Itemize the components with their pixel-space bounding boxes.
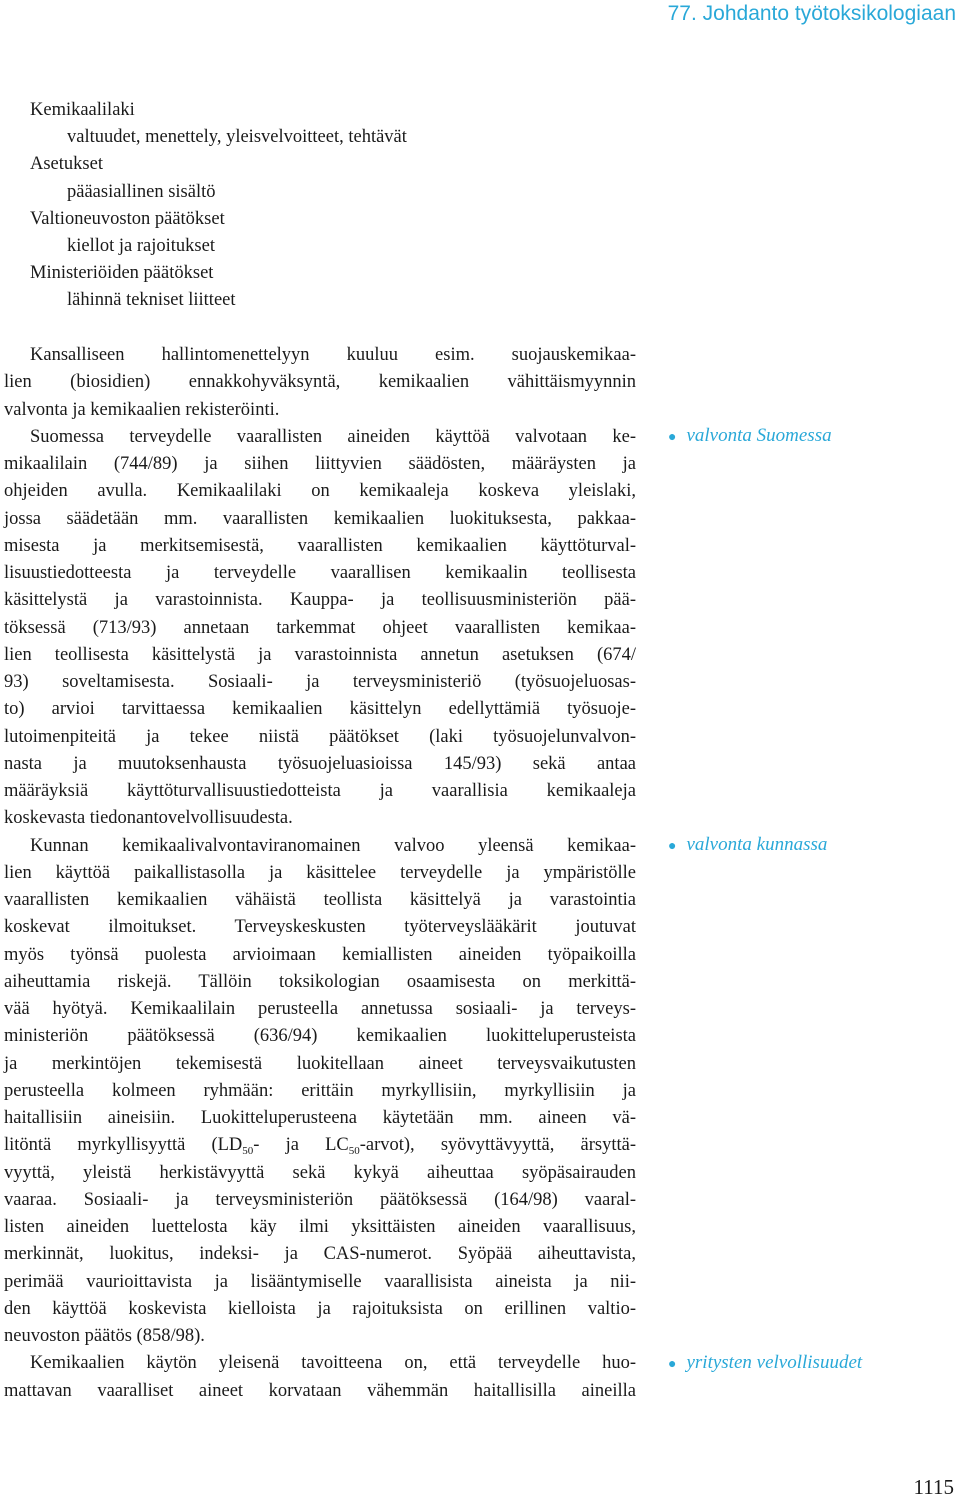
body-text [4, 342, 636, 1405]
outline-subitem: lähinnä tekniset liitteet [67, 290, 236, 311]
text-line: Kunnan kemikaalivalvontaviranomainen valvoo yleensä kemikaa- [30, 835, 636, 856]
text-line: koskevat ilmoitukset. Terveyskeskusten työterveyslääkärit joutuvat [4, 917, 636, 938]
text-line: myös työnsä puolesta arvioimaan kemiallisten aineiden työpaikoilla [4, 944, 636, 965]
page-number: 1115 [913, 1475, 954, 1499]
text-line: neuvoston päätös (858/98). [4, 1326, 205, 1346]
chapter-title: 77. Johdanto työtoksikologiaan [667, 2, 956, 25]
subscript: 50 [348, 1145, 360, 1158]
margin-note: ● yritysten velvollisuudet [668, 1352, 863, 1373]
text-line: Suomessa terveydelle vaarallisten aineiden käyttöä valvotaan ke- [30, 426, 636, 447]
outline-subitem: kiellot ja rajoitukset [67, 236, 215, 257]
bullet-icon: ● [668, 1357, 677, 1372]
text-line: mattavan vaaralliset aineet korvataan vähemmän haitallisilla aineilla [4, 1380, 636, 1401]
text-line: listen aineiden luettelosta käy ilmi yksittäisten aineiden vaarallisuus, [4, 1217, 636, 1237]
text-line: ja merkintöjen tekemisestä luokitellaan aineet terveysvaikutusten [4, 1053, 636, 1074]
text-line: 93) soveltamisesta. Sosiaali- ja terveysministeriö (työsuojeluosas- [4, 672, 636, 692]
text-line: valvonta ja kemikaalien rekisteröinti. [4, 399, 280, 420]
bullet-icon: ● [668, 839, 677, 854]
text-line: käsittelystä ja varastoinnista. Kauppa- ja teollisuusministeriön pää- [4, 590, 636, 611]
outline-item: Kemikaalilaki [30, 100, 135, 120]
text-line: Kemikaalien käytön yleisenä tavoitteena on, että terveydelle huo- [30, 1353, 636, 1374]
paragraph [4, 1350, 636, 1405]
margin-note: ● valvonta kunnassa [668, 834, 828, 855]
outline-item: Ministeriöiden päätökset [30, 263, 214, 284]
text-line: to) arvioi tarvittaessa kemikaalien käsittelyn edellyttämiä työsuoje- [4, 699, 636, 720]
text-line: Kansalliseen hallintomenettelyyn kuuluu esim. suojauskemikaa- [30, 345, 636, 365]
outline-item: Asetukset [30, 154, 103, 175]
text-line: merkinnät, luokitus, indeksi- ja CAS-numerot. Syöpää aiheuttavista, [4, 1244, 636, 1265]
text-line: lien teollisesta käsittelystä ja varastoinnista annetun asetuksen (674/ [4, 644, 636, 665]
text-line: lutoimenpiteitä ja tekee niistä päätökset (laki työsuojelunvalvon- [4, 726, 636, 747]
text-line: koskevasta tiedonantovelvollisuudesta. [4, 808, 293, 829]
outline-item: Valtioneuvoston päätökset [30, 208, 225, 229]
text-line: lien käyttöä paikallistasolla ja käsittelee terveydelle ja ympäristölle [4, 862, 636, 883]
text-line: vaarallisten kemikaalien vähäistä teollista käsittelyä ja varastointia [4, 890, 636, 910]
text-line: nasta ja muutoksenhausta työsuojeluasioissa 145/93) sekä antaa [4, 753, 636, 774]
text-line: määräyksiä käyttöturvallisuustiedotteista ja vaarallisia kemikaaleja [4, 781, 636, 801]
text-line: perusteella kolmeen ryhmään: erittäin myrkyllisiin, myrkyllisiin ja [4, 1080, 636, 1101]
text-line: misesta ja merkitsemisestä, vaarallisten kemikaalien käyttöturval- [4, 535, 636, 556]
text-line: litöntä myrkyllisyyttä ($LD_{50}-$ ja $LC_{50}-arvot$), syövyttävyyttä, ärsyttä- [4, 1135, 636, 1158]
text-line: aiheuttamia riskejä. Tällöin toksikologian osaamisesta on merkittä- [4, 971, 636, 992]
text-line: den käyttöä koskevista kielloista ja rajoituksista on erillinen valtio- [4, 1298, 636, 1319]
outline-subitem: valtuudet, menettely, yleisvelvoitteet, tehtävät [67, 127, 407, 148]
text-line: lisuustiedotteesta ja terveydelle vaarallisen kemikaalin teollisesta [4, 563, 636, 583]
text-line: vaaraa. Sosiaali- ja terveysministeriön päätöksessä (164/98) vaaral- [4, 1189, 636, 1210]
text-line: perimää vaurioittavista ja lisääntymiselle vaarallisista aineista ja nii- [4, 1271, 636, 1292]
legislation-outline [30, 97, 407, 315]
subscript: 50 [242, 1145, 254, 1158]
bullet-icon: ● [668, 430, 677, 445]
text-line: ohjeiden avulla. Kemikaalilaki on kemikaaleja koskeva yleislaki, [4, 481, 636, 502]
text-line: mikaalilain (744/89) ja siihen liittyvien säädösten, määräysten ja [4, 454, 636, 474]
outline-subitem: pääasiallinen sisältö [67, 181, 216, 202]
margin-note: ● valvonta Suomessa [668, 425, 832, 446]
text-line: vyyttä, yleistä herkistävyyttä sekä kykyä aiheuttaa syöpäsairauden [4, 1162, 636, 1183]
paragraph [4, 833, 636, 1351]
text-line: töksessä (713/93) annetaan tarkemmat ohjeet vaarallisten kemikaa- [4, 617, 636, 638]
text-line: jossa säädetään mm. vaarallisten kemikaalien luokituksesta, pakkaa- [4, 508, 636, 529]
paragraph [4, 342, 636, 424]
text-line: ministeriön päätöksessä (636/94) kemikaalien luokitteluperusteista [4, 1026, 636, 1047]
text-line: haitallisiin aineisiin. Luokitteluperusteena käytetään mm. aineen vä- [4, 1108, 636, 1128]
text-line: vää hyötyä. Kemikaalilain perusteella annetussa sosiaali- ja terveys- [4, 999, 636, 1019]
text-line: lien (biosidien) ennakkohyväksyntä, kemikaalien vähittäismyynnin [4, 372, 636, 393]
paragraph [4, 424, 636, 833]
